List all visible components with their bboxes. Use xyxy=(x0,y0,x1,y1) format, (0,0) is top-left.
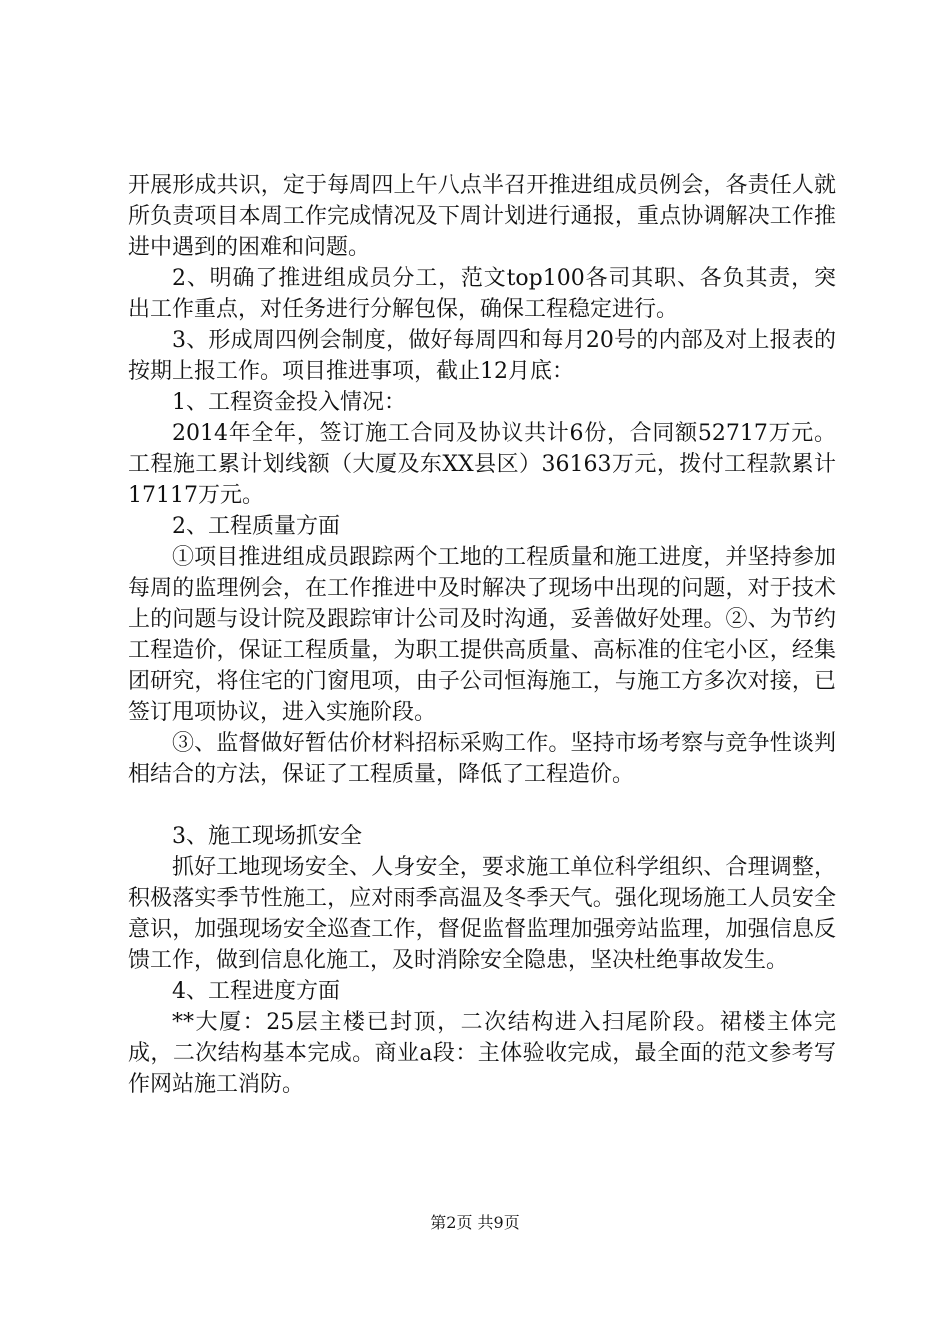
paragraph: ③、监督做好暂估价材料招标采购工作。坚持市场考察与竞争性谈判相结合的方法，保证了工程质量，降低了工程造价。 xyxy=(128,731,836,787)
paragraph: 抓好工地现场安全、人身安全，要求施工单位科学组织、合理调整，积极落实季节性施工，应对雨季高温及冬季天气。强化现场施工人员安全意识，加强现场安全巡查工作，督促监督监理加强旁站监理，加强信息反馈工作，做到信息化施工，及时消除安全隐患，坚决杜绝事故发生。 xyxy=(128,855,836,973)
paragraph: 2014年全年，签订施工合同及协议共计6份，合同额52717万元。工程施工累计划线额（大厦及东XX县区）36163万元，拨付工程款累计17117万元。 xyxy=(128,421,836,508)
paragraph: ①项目推进组成员跟踪两个工地的工程质量和施工进度，并坚持参加每周的监理例会，在工作推进中及时解决了现场中出现的问题，对于技术上的问题与设计院及跟踪审计公司及时沟通，妥善做好处理。②、为节约工程造价，保证工程质量，为职工提供高质量、高标准的住宅小区，经集团研究，将住宅的门窗甩项，由子公司恒海施工，与施工方多次对接，已签订甩项协议，进入实施阶段。 xyxy=(128,545,836,725)
section-heading: 3、施工现场抓安全 xyxy=(172,824,362,849)
document-body xyxy=(128,170,836,1100)
paragraph: 开展形成共识，定于每周四上午八点半召开推进组成员例会，各责任人就所负责项目本周工作完成情况及下周计划进行通报，重点协调解决工作推进中遇到的困难和问题。 xyxy=(128,173,836,260)
paragraph: 2、明确了推进组成员分工，范文top100各司其职、各负其责，突出工作重点，对任务进行分解包保，确保工程稳定进行。 xyxy=(128,266,836,322)
section-heading: 2、工程质量方面 xyxy=(172,514,340,539)
paragraph: **大厦：25层主楼已封顶，二次结构进入扫尾阶段。裙楼主体完成，二次结构基本完成。商业a段：主体验收完成，最全面的范文参考写作网站施工消防。 xyxy=(128,1010,836,1097)
section-heading: 1、工程资金投入情况： xyxy=(172,390,406,415)
section-heading: 4、工程进度方面 xyxy=(172,979,340,1004)
page-number-footer: 第2页 共9页 xyxy=(430,1213,520,1232)
paragraph-spacer xyxy=(128,790,836,821)
paragraph: 3、形成周四例会制度，做好每周四和每月20号的内部及对上报表的按期上报工作。项目推进事项，截止12月底： xyxy=(128,328,836,384)
